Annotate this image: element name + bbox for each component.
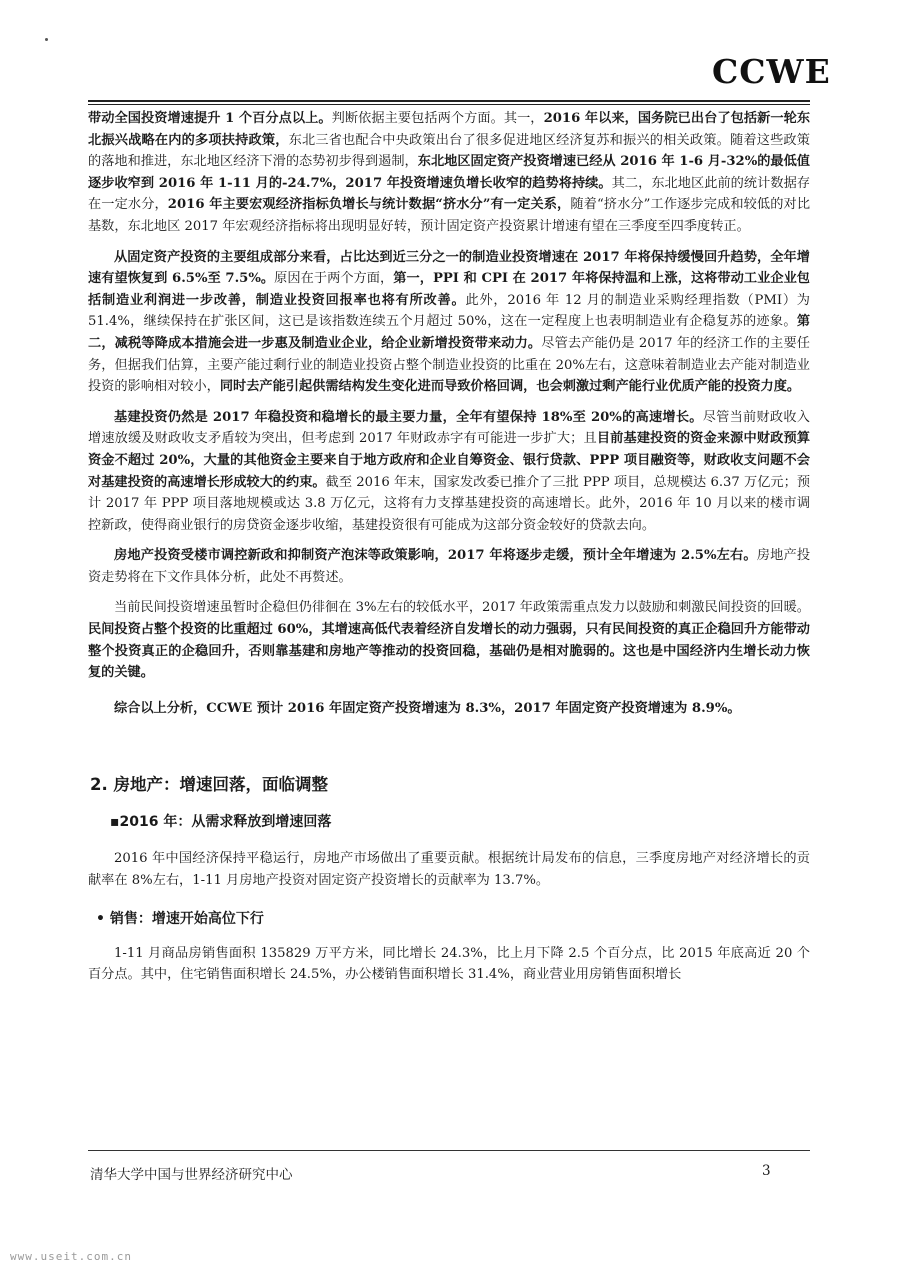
- header-rule-thin: [88, 104, 810, 105]
- sales-paragraph: 1-11 月商品房销售面积 135829 万平方米，同比增长 24.3%，比上月下降 2.5 个百分点，比 2015 年底高近 20 个百分点。其中，住宅销售面积增长 24.5%，办公楼销售面积增长 31.4%，商业营业用房销售面积增长: [88, 945, 810, 983]
- page-body: [88, 108, 810, 986]
- investment-analysis: [88, 108, 810, 684]
- bold-text-run: 民间投资占整个投资的比重超过 60%，其增速高低代表着经济自发增长的动力强弱，只有民间投资的真正企稳回升方能带动整个投资真正的企稳回升，否则靠基建和房地产等推动的投资回稳，基础仍是相对脆弱的。这也是中国经济内生增长动力恢复的关键。: [88, 622, 810, 681]
- text-run: 其二，东北地区此前的统计数据存在一定水分，: [88, 175, 811, 213]
- text-run: 房地产投资走势将在下文作具体分析，此处不再赘述。: [88, 548, 811, 585]
- subsection-title-2016: ▪2016 年：从需求释放到增速回落: [110, 814, 332, 831]
- bold-text-run: 房地产投资受楼市调控新政和抑制资产泡沫等政策影响，2017 年将逐步走缓，预计全年增速为 2.5%左右。: [114, 548, 757, 564]
- text-run: 此外，2016 年 12 月的制造业采购经理指数（PMI）为 51.4%，继续保持在扩张区间，这已是该指数连续五个月超过 50%，这在一定程度上也表明制造业有企稳复苏的迹象。: [88, 292, 810, 330]
- bold-text-run: 目前基建投资的资金来源中财政预算资金不超过 20%，大量的其他资金主要来自于地方政府和企业自筹资金、银行贷款、PPP 项目融资等，财政收支问题不会对基建投资的高速增长形成较大的约束。: [88, 431, 811, 490]
- text-run: 原因在于两个方面，: [274, 271, 394, 287]
- text-run: 尽管当前财政收入增速放缓及财政收支矛盾较为突出，但考虑到 2017 年财政赤字有可能进一步扩大；且: [88, 409, 810, 447]
- ccwe-logo: CCWE: [712, 52, 831, 91]
- page-number: 3: [762, 1163, 771, 1179]
- text-run: 尽管去产能仍是 2017 年的经济工作的主要任务，但据我们估算，主要产能过剩行业的制造业投资占整个制造业投资的比重在 20%左右，这意味着制造业去产能对制造业投资的影响相对较小，: [88, 335, 810, 395]
- body-paragraph: [88, 247, 810, 398]
- bold-text-run: 同时去产能引起供需结构发生变化进而导致价格回调，也会刺激过剩产能行业优质产能的投资力度。: [219, 379, 801, 395]
- subsection-title-sales: • 销售：增速开始高位下行: [96, 910, 264, 927]
- body-paragraph: [88, 545, 810, 588]
- watermark: www.useit.com.cn: [10, 1250, 132, 1263]
- scan-speck: [45, 38, 48, 41]
- text-run: 东北三省也配合中央政策出台了很多促进地区经济复苏和振兴的相关政策。随着这些政策的落地和推进，东北地区经济下滑的态势初步得到遏制，: [88, 132, 810, 170]
- paragraph-gap: [88, 238, 810, 247]
- bold-text-run: 2016 年主要宏观经济指标负增长与统计数据“挤水分”有一定关系，: [167, 197, 571, 213]
- real-estate-contribution-paragraph: 2016 年中国经济保持平稳运行，房地产市场做出了重要贡献。根据统计局发布的信息，三季度房地产对经济增长的贡献率在 8%左右，1-11 月房地产投资对固定资产投资增长的贡献率为 13.7%。: [88, 851, 810, 889]
- footer-rule: [88, 1150, 810, 1151]
- text-run: 随着“挤水分”工作逐步完成和较低的对比基数，东北地区 2017 年宏观经济指标将出现明显好转，预计固定资产投资累计增速有望在三季度至四季度转正。: [88, 197, 811, 234]
- header-rule: [88, 100, 810, 102]
- bold-text-run: 第二，减税等降成本措施会进一步惠及制造业企业，给企业新增投资带来动力。: [88, 314, 810, 351]
- text-run: 判断依据主要包括两个方面。其一，: [331, 111, 544, 126]
- text-run: 截至 2016 年末，国家发改委已推介了三批 PPP 项目，总规模达 6.37 万亿元；预计 2017 年 PPP 项目落地规模或达 3.8 万亿元，这将有力支撑基建投资的高速增长。此外，2016 年 10 月以来的楼市调控新政，使得商业银行的房贷资金逐步收缩，基建投资很有可能成为这部分资金较好的贷款去向。: [88, 474, 811, 533]
- summary-paragraph: 综合以上分析，CCWE 预计 2016 年固定资产投资增速为 8.3%，2017 年固定资产投资增速为 8.9%。: [114, 700, 741, 716]
- paragraph-gap: [88, 588, 810, 597]
- body-paragraph: [88, 597, 810, 683]
- footer-organization: 清华大学中国与世界经济研究中心: [90, 1167, 293, 1183]
- bold-text-run: 带动全国投资增速提升 1 个百分点以上。: [88, 111, 332, 126]
- paragraph-gap: [88, 398, 810, 407]
- body-paragraph: [88, 108, 810, 238]
- bold-text-run: 东北地区固定资产投资增速已经从 2016 年 1-6 月-32%的最低值逐步收窄到 2016 年 1-11 月的-24.7%，2017 年投资增速负增长收窄的趋势将持续。: [88, 154, 810, 191]
- section-title: 2. 房地产：增速回落，面临调整: [90, 775, 328, 795]
- bold-text-run: 基建投资仍然是 2017 年稳投资和稳增长的最主要力量，全年有望保持 18%至 20%的高速增长。: [114, 409, 703, 425]
- body-paragraph: [88, 407, 810, 537]
- text-run: 当前民间投资增速虽暂时企稳但仍徘徊在 3%左右的较低水平，2017 年政策需重点发力以鼓励和刺激民间投资的回暖。: [114, 600, 810, 616]
- bold-text-run: 2016 年以来，国务院已出台了包括新一轮东北振兴战略在内的多项扶持政策，: [88, 111, 811, 148]
- bold-text-run: 第一，PPI 和 CPI 在 2017 年将保持温和上涨，这将带动工业企业包括制造业利润进一步改善，制造业投资回报率也将有所改善。: [88, 271, 810, 308]
- paragraph-gap: [88, 536, 810, 545]
- bold-text-run: 从固定资产投资的主要组成部分来看，占比达到近三分之一的制造业投资增速在 2017 年将保持缓慢回升趋势，全年增速有望恢复到 6.5%至 7.5%。: [88, 249, 810, 287]
